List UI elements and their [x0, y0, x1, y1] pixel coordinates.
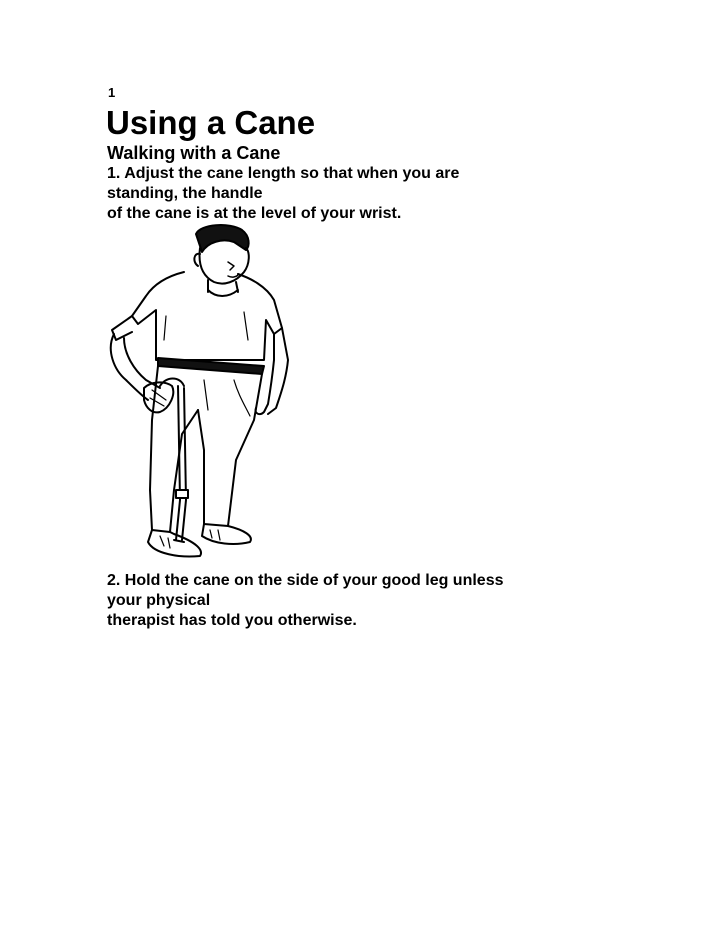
man-with-cane-illustration [104, 220, 294, 570]
step-2-line-2: your physical [107, 592, 211, 609]
page-title: Using a Cane [106, 104, 316, 141]
page-number: 1 [108, 85, 116, 100]
step-1-line-1: 1. Adjust the cane length so that when you are [107, 165, 460, 182]
step-1-text [107, 164, 459, 224]
section-subtitle: Walking with a Cane [107, 143, 281, 163]
step-2-text [107, 571, 504, 631]
step-1-line-2: standing, the handle [107, 185, 263, 202]
step-1-line-3: of the cane is at the level of your wrist. [107, 205, 402, 222]
step-2-line-1: 2. Hold the cane on the side of your good leg unless [107, 572, 504, 589]
step-2-line-3: therapist has told you otherwise. [107, 612, 357, 629]
